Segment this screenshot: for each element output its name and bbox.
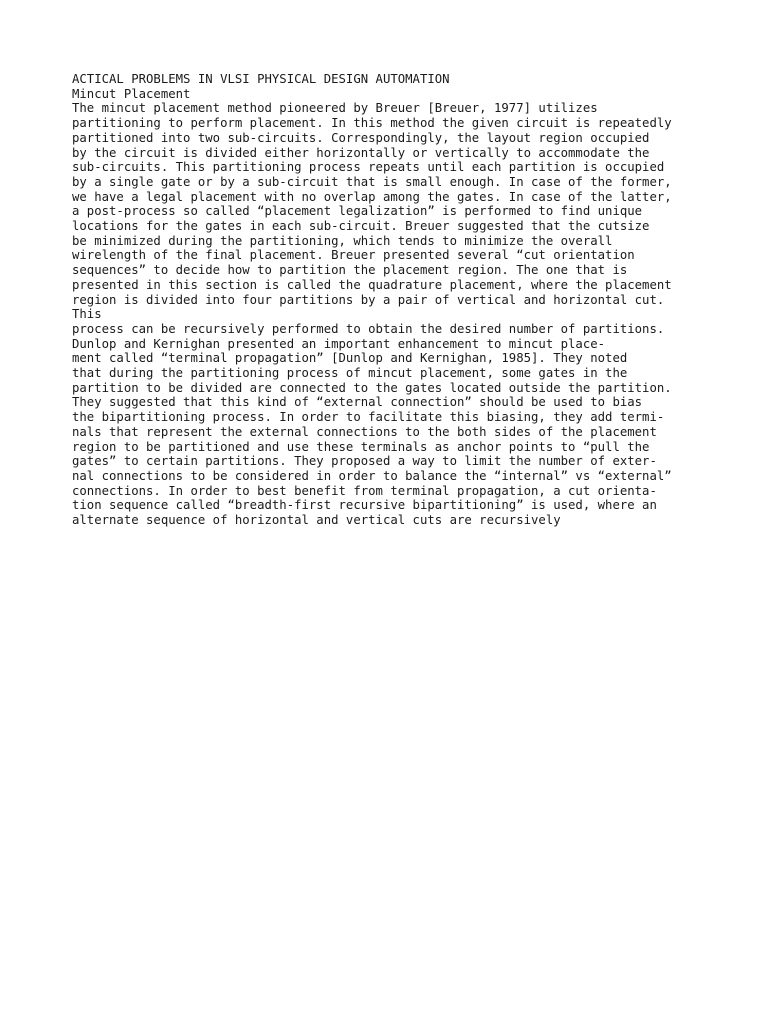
- body-line: nal connections to be considered in order to balance the “internal” vs “external”: [72, 468, 672, 483]
- body-line: by the circuit is divided either horizontally or vertically to accommodate the: [72, 145, 650, 160]
- body-line: by a single gate or by a sub-circuit that is small enough. In case of the former,: [72, 174, 672, 189]
- body-line: process can be recursively performed to obtain the desired number of partitions.: [72, 321, 665, 336]
- body-line: locations for the gates in each sub-circuit. Breuer suggested that the cutsize: [72, 219, 650, 234]
- body-line: we have a legal placement with no overlap among the gates. In case of the latter,: [72, 189, 672, 204]
- body-line: region to be partitioned and use these terminals as anchor points to “pull the: [72, 439, 650, 454]
- body-text: [72, 101, 732, 527]
- body-line: The mincut placement method pioneered by Breuer [Breuer, 1977] utilizes: [72, 101, 598, 116]
- body-line: partition to be divided are connected to the gates located outside the partition.: [72, 380, 672, 395]
- body-line: gates” to certain partitions. They proposed a way to limit the number of exter-: [72, 454, 657, 469]
- body-line: tion sequence called “breadth-first recursive bipartitioning” is used, where an: [72, 498, 657, 513]
- body-line: the bipartitioning process. In order to facilitate this biasing, they add termi-: [72, 410, 665, 425]
- body-line: be minimized during the partitioning, which tends to minimize the overall: [72, 233, 613, 248]
- body-line: partitioned into two sub-circuits. Correspondingly, the layout region occupied: [72, 130, 650, 145]
- body-line: connections. In order to best benefit from terminal propagation, a cut orienta-: [72, 483, 657, 498]
- body-line: sub-circuits. This partitioning process repeats until each partition is occupied: [72, 160, 665, 175]
- body-line: ment called “terminal propagation” [Dunlop and Kernighan, 1985]. They noted: [72, 351, 628, 366]
- body-line: alternate sequence of horizontal and vertical cuts are recursively: [72, 513, 561, 528]
- body-line: nals that represent the external connections to the both sides of the placement: [72, 424, 657, 439]
- body-line: They suggested that this kind of “external connection” should be used to bias: [72, 395, 643, 410]
- body-line: wirelength of the final placement. Breuer presented several “cut orientation: [72, 248, 635, 263]
- body-line: region is divided into four partitions by a pair of vertical and horizontal cut.: [72, 292, 665, 307]
- section-title: Mincut Placement: [72, 86, 191, 101]
- body-line: presented in this section is called the quadrature placement, where the placement: [72, 277, 672, 292]
- body-line: Dunlop and Kernighan presented an important enhancement to mincut place-: [72, 336, 606, 351]
- body-line: a post-process so called “placement legalization” is performed to find unique: [72, 204, 643, 219]
- body-line: that during the partitioning process of mincut placement, some gates in the: [72, 366, 628, 381]
- body-line: partitioning to perform placement. In this method the given circuit is repeatedly: [72, 116, 672, 131]
- body-line: This: [72, 307, 102, 322]
- body-line: sequences” to decide how to partition the placement region. The one that is: [72, 263, 628, 278]
- document-page: [72, 72, 732, 528]
- running-header: ACTICAL PROBLEMS IN VLSI PHYSICAL DESIGN AUTOMATION: [72, 72, 450, 86]
